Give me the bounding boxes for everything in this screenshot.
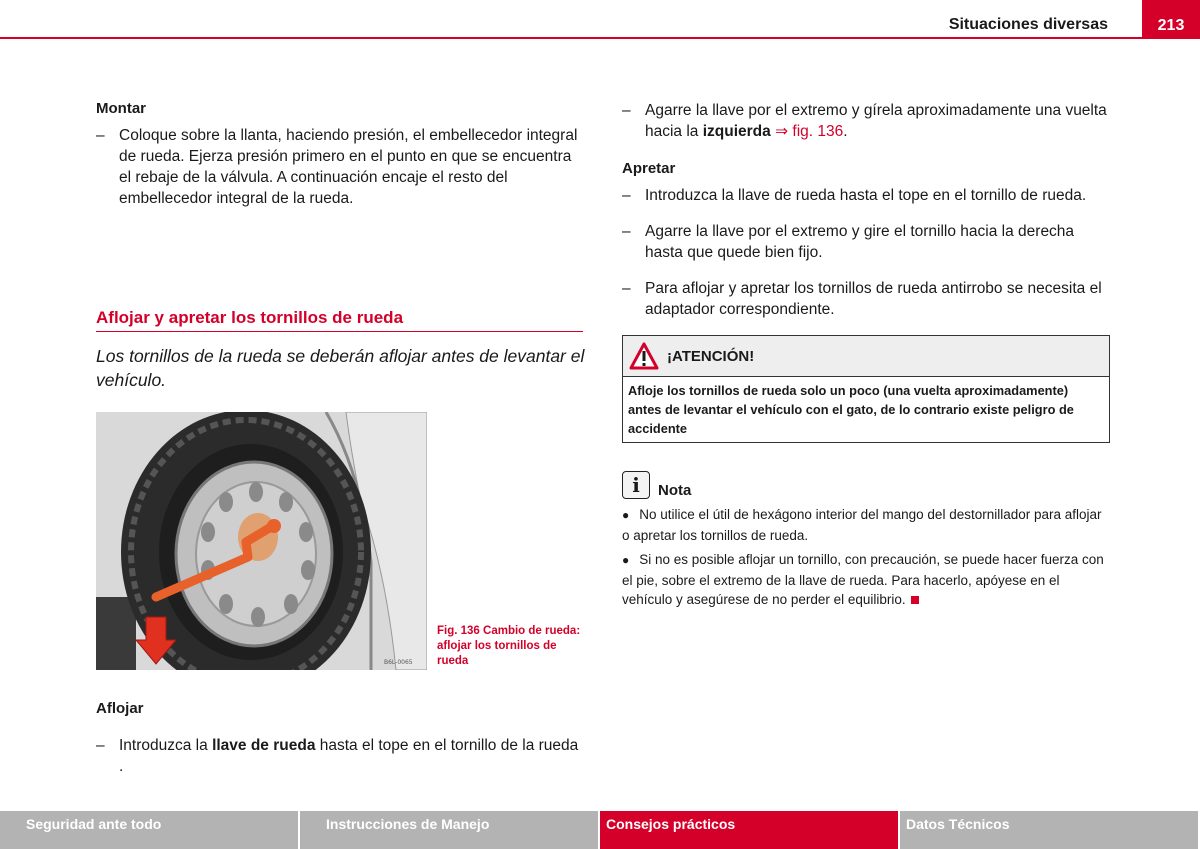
- aflojar-step-bold: llave de rueda: [212, 737, 316, 754]
- apretar-step-text: Para aflojar y apretar los tornillos de rueda antirrobo se necesita el adaptador correspondiente.: [645, 280, 1102, 318]
- bullet-icon: ●: [622, 508, 630, 522]
- apretar-step-text: Introduzca la llave de rueda hasta el tope en el tornillo de rueda.: [645, 187, 1087, 204]
- right-column: [622, 100, 1110, 615]
- tab-datos[interactable]: Datos Técnicos: [900, 811, 1198, 849]
- section-end-icon: [911, 596, 919, 604]
- apretar-step: [622, 278, 1110, 320]
- bullet-icon: ●: [622, 553, 630, 567]
- page-number: 213: [1142, 0, 1200, 39]
- info-icon: i: [622, 471, 650, 499]
- warning-title: ¡ATENCIÓN!: [667, 347, 755, 365]
- dash-marker: –: [622, 223, 631, 240]
- warning-box: [622, 335, 1110, 443]
- note-title: Nota: [658, 482, 692, 499]
- aflojar-step: [96, 735, 584, 777]
- note-item-text: No utilice el útil de hexágono interior del mango del destornillador para aflojar o apretar los tornillos de rueda.: [622, 507, 1102, 543]
- turn-left-step: [622, 100, 1110, 142]
- aflojar-heading: Aflojar: [96, 700, 144, 717]
- figure-136: [96, 412, 427, 670]
- montar-step-text: Coloque sobre la llanta, haciendo presión, el embellecedor integral de rueda. Ejerza presión primero en el punto en que se encuentra el rebaje de la válvula. A continuación encaje el resto del embellecedor integral de la rueda.: [119, 127, 578, 207]
- turn-step-post: .: [843, 123, 848, 140]
- aflojar-step-pre: Introduzca la: [119, 737, 213, 754]
- section-title: Aflojar y apretar los tornillos de rueda: [96, 308, 583, 332]
- montar-heading: Montar: [96, 100, 146, 117]
- apretar-heading: Apretar: [622, 160, 676, 177]
- apretar-step: [622, 185, 1110, 206]
- warning-text: Afloje los tornillos de rueda solo un poco (una vuelta aproximadamente) antes de levantar el vehículo con el gato, de lo contrario existe peligro de accidente: [628, 383, 1074, 436]
- chapter-title: Situaciones diversas: [948, 16, 1108, 33]
- note-item: [622, 550, 1110, 610]
- figure-caption: Fig. 136 Cambio de rueda: aflojar los tornillos de rueda: [437, 625, 581, 667]
- aflojar-block: [96, 700, 584, 792]
- figure-code: B6L-0065: [384, 659, 413, 666]
- note-list: [622, 505, 1110, 610]
- dash-marker: –: [622, 187, 631, 204]
- footer-nav: [0, 811, 1200, 849]
- tab-seguridad[interactable]: Seguridad ante todo: [0, 811, 298, 849]
- note-header: [622, 471, 1110, 499]
- wheel-wrench-illustration: [96, 412, 427, 670]
- dash-marker: –: [622, 102, 631, 119]
- turn-step-pre: Agarre la llave por el extremo y gírela aproximadamente una vuelta hacia la: [645, 102, 1107, 140]
- tab-instrucciones[interactable]: Instrucciones de Manejo: [300, 811, 598, 849]
- apretar-step-text: Agarre la llave por el extremo y gire el tornillo hacia la derecha hasta que quede bien fijo.: [645, 223, 1075, 261]
- figure-reference-link[interactable]: ⇒ fig. 136: [770, 123, 844, 140]
- montar-block: [96, 100, 584, 224]
- apretar-step: [622, 221, 1110, 263]
- section-intro: Los tornillos de la rueda se deberán aflojar antes de levantar el vehículo.: [96, 346, 585, 390]
- warning-triangle-icon: [629, 342, 659, 370]
- note-item: [622, 505, 1110, 545]
- header-rule: [0, 37, 1200, 39]
- tab-consejos[interactable]: Consejos prácticos: [600, 811, 898, 849]
- dash-marker: –: [96, 737, 105, 754]
- aflojar-step-post: hasta el tope en el tornillo de la rueda .: [119, 737, 579, 775]
- warning-header: [623, 336, 1109, 377]
- dash-marker: –: [96, 127, 105, 144]
- turn-step-bold: izquierda: [702, 123, 771, 140]
- montar-step: [96, 125, 584, 209]
- dash-marker: –: [622, 280, 631, 297]
- note-item-text: Si no es posible aflojar un tornillo, con precaución, se puede hacer fuerza con el pie, sobre el extremo de la llave de rueda. Para hacerlo, apóyese en el vehículo y asegúrese de no perder el equilibrio.: [622, 552, 1104, 607]
